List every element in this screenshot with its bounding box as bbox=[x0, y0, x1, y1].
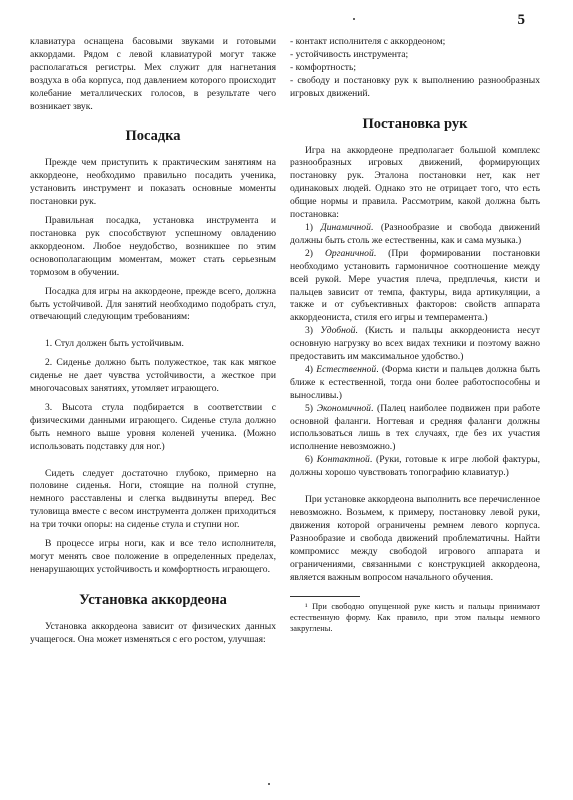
list-item bbox=[290, 325, 540, 364]
item-text: . (Форма кисти и пальцев должна быть ближе к естественной, тогда они более работоспособны и выносливы.) bbox=[290, 363, 541, 401]
left-column bbox=[30, 36, 276, 647]
paragraph: Посадка для игры на аккордеоне, прежде всего, должна быть устойчивой. Для занятий необходимо подобрать стул, отвечающий следующим требованиям: bbox=[30, 285, 276, 323]
section-heading-ustanovka: Установка аккордеона bbox=[79, 591, 227, 608]
paragraph: Правильная посадка, установка инструмента и постановка рук способствуют успешному овладению аккордеоном. Любое неудобство, возникшее по этим основополагающим моментам, может стать серьезным тормозом в обучении. bbox=[30, 215, 276, 278]
item-term: Динамичной bbox=[320, 221, 371, 233]
item-text: . (Палец наиболее подвижен при работе основной фаланги. Ногтевая и средняя фаланги должны использоваться лишь в тех случаях, где без их участия исполнение невозможно.) bbox=[290, 402, 540, 453]
item-term: Контактной bbox=[316, 454, 370, 466]
item-number: 4) bbox=[305, 363, 313, 375]
scan-speck bbox=[353, 18, 355, 20]
footnote-divider bbox=[290, 596, 360, 597]
item-term: Естественной bbox=[316, 363, 377, 375]
requirement-item: 2. Сиденье должно быть полужесткое, так как мягкое сиденье не дает чувства устойчивости, а жесткое при многочасовых занятиях, утомляет играющего. bbox=[30, 357, 276, 395]
footnote: ¹ При свободно опущенной руке кисть и пальцы принимают естественную форму. Как правило, при этом пальцы немного закруглены. bbox=[290, 602, 540, 634]
list-item bbox=[290, 364, 540, 403]
paragraph: Установка аккордеона зависит от физических данных учащегося. Она может изменяться с его ростом, улучшая: bbox=[30, 620, 276, 645]
item-term: Органичной bbox=[325, 247, 374, 259]
page-number: 5 bbox=[517, 12, 525, 28]
section-heading-postanovka: Постановка рук bbox=[362, 115, 468, 132]
list-item bbox=[290, 403, 540, 455]
list-item: - комфортность; bbox=[290, 61, 356, 73]
paragraph: Игра на аккордеоне предполагает большой комплекс разнообразных игровых движений, формирующих постановку рук. Эталона постановки нет, как нет одинаковых людей. Однако это не отрицает того, что есть общие нормы и правила. Рассмотрим, какой должна быть постановка: bbox=[290, 144, 540, 221]
item-text: . (Разнообразие и свобода движений должны быть столь же естественны, как и сама музыка.) bbox=[290, 221, 540, 246]
item-term: Экономичной bbox=[316, 402, 371, 414]
paragraph: В процессе игры ноги, как и все тело исполнителя, могут менять свое положение в определенных пределах, ненарушающих устойчивость и комфортность играющего. bbox=[30, 538, 276, 575]
requirement-item: 1. Стул должен быть устойчивым. bbox=[45, 338, 184, 350]
paragraph: Сидеть следует достаточно глубоко, примерно на половине сиденья. Ноги, стоящие на полной ступне, немного расставлены и слегка выдвинуты вперед. Вес туловища вместе с весом инструмента должен приходиться на три точки опоры: на сиденье стула и ступни ног. bbox=[30, 467, 276, 531]
item-number: 3) bbox=[305, 325, 313, 337]
requirement-item: 3. Высота стула подбирается в соответствии с физическими данными играющего. Сиденье стула должно быть немного выше уровня коленей ученика. (Можно использовать подставку для ног.) bbox=[30, 401, 276, 452]
intro-paragraph: клавиатура оснащена басовыми звуками и готовыми аккордами. Рядом с левой клавиатурой могут также располагаться регистры. Мех служит для нагнетания воздуха в оба корпуса, под давлением которого происходит колебание металлических голосов, в результате чего возникает звук. bbox=[30, 36, 276, 112]
list-item: - свободу и постановку рук к выполнению разнообразных игровых движений. bbox=[290, 74, 540, 99]
paragraph: Прежде чем приступить к практическим занятиям на аккордеоне, необходимо правильно посадить ученика, установить инструмент и показать основные моменты постановки рук. bbox=[30, 157, 276, 208]
list-item: - контакт исполнителя с аккордеоном; bbox=[290, 36, 446, 47]
list-item bbox=[290, 222, 540, 248]
paragraph: При установке аккордеона выполнить все перечисленное невозможно. Возьмем, к примеру, постановку левой руки, движения которой ограничены ремнем левого корпуса. Разнообразие и свобода движений проблематичны. Найти компромисс между свободой игрового аппарата и ограничениями, связанными с конструкцией аккордеона, является важным вопросом начального обучения. bbox=[290, 494, 540, 583]
scan-speck bbox=[268, 783, 270, 785]
list-item bbox=[290, 454, 540, 480]
item-number: 5) bbox=[305, 402, 313, 414]
item-text: . (Кисть и пальцы аккордеониста несут основную нагрузку во всех видах техники и поэтому важно предоставить им максимальное удобство.) bbox=[290, 325, 540, 363]
list-item: - устойчивость инструмента; bbox=[290, 48, 409, 60]
item-number: 1) bbox=[305, 221, 313, 233]
item-term: Удобной bbox=[320, 325, 356, 337]
item-text: . (Руки, готовые к игре любой фактуры, должны хорошо чувствовать топографию клавиатур.) bbox=[290, 454, 540, 479]
item-number: 6) bbox=[305, 454, 313, 466]
right-column bbox=[290, 36, 540, 634]
item-text: . (При формировании постановки необходимо установить гармоничное соотношение между всей рукой. Мере участия плеча, предплечья, кисти и пальцев зависит от темпа, фактуры, вида артикуляции, а также и от субъективных факторов: свойств аппарата аккордеониста, стиля его игры и темперамента.) bbox=[290, 247, 540, 324]
item-number: 2) bbox=[305, 247, 313, 259]
section-heading-posadka: Посадка bbox=[125, 128, 181, 145]
list-item bbox=[290, 248, 540, 325]
